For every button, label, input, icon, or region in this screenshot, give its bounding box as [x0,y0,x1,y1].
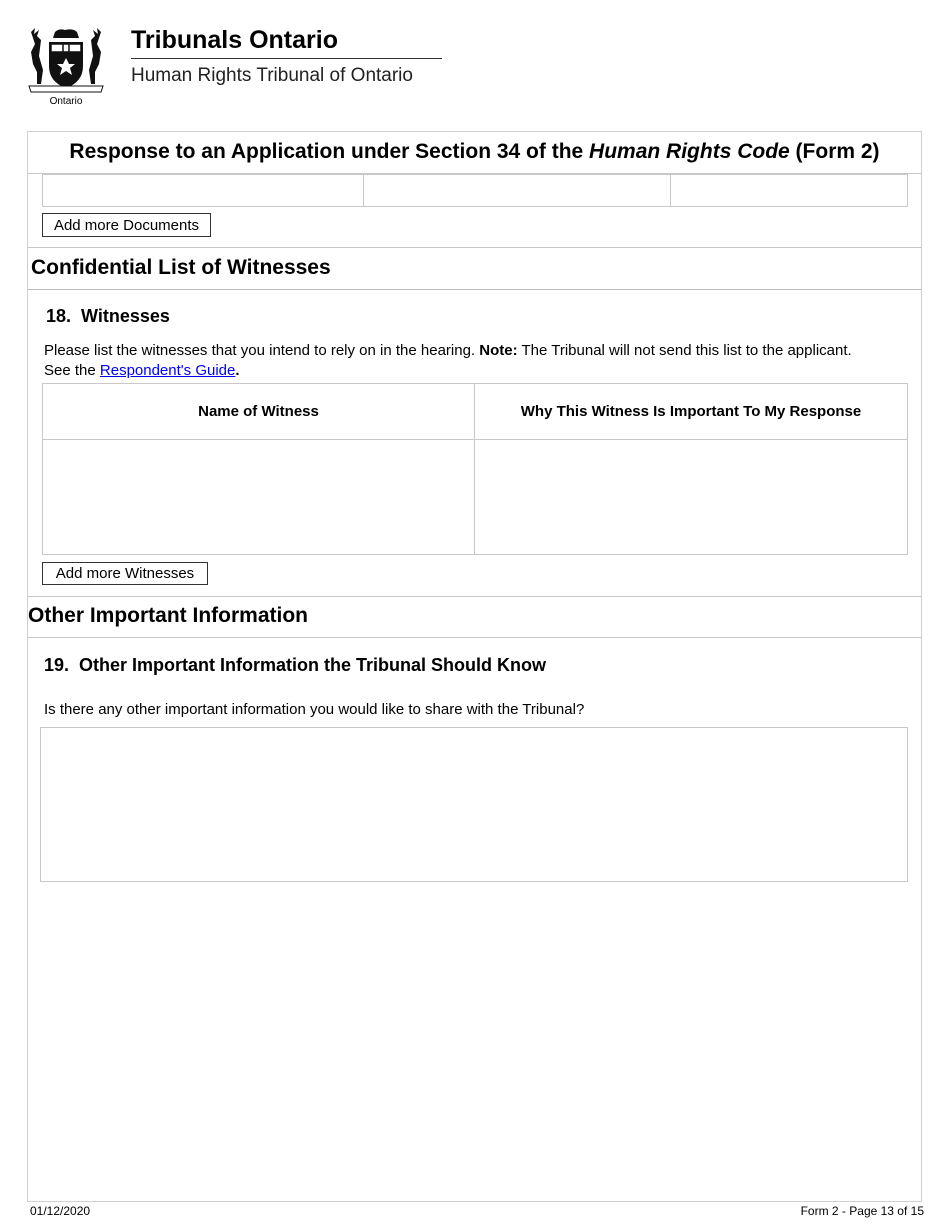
logo-caption: Ontario [49,96,83,107]
coat-of-arms-icon [25,26,107,96]
witnesses-instructions [44,341,914,381]
footer-page-number: Form 2 - Page 13 of 15 [800,1204,924,1218]
add-more-witnesses-button[interactable]: Add more Witnesses [42,562,208,585]
respondents-guide-link[interactable]: Respondent's Guide [99,362,236,379]
witness-importance-field[interactable] [474,439,908,555]
section-divider [28,596,921,597]
question-19-heading [44,655,546,676]
section-divider [28,637,921,638]
footer-date: 01/12/2020 [30,1204,91,1218]
witness-importance-header-label: Why This Witness Is Important To My Response [520,403,862,420]
witness-name-header [42,383,475,440]
question-title: Witnesses [81,306,170,326]
document-cell-1[interactable] [42,174,364,207]
instruction-text: Please list the witnesses that you intend to rely on in the hearing. [44,342,480,359]
question-number: 19. [44,655,70,675]
add-more-documents-button[interactable]: Add more Documents [42,213,211,237]
form-title-code: Human Rights Code [589,140,790,163]
witness-name-field[interactable] [42,439,475,555]
see-text: See the [44,362,100,379]
note-label: Note: [479,342,518,359]
note-text: The Tribunal will not send this list to the applicant. [517,342,852,359]
see-period: . [235,362,240,379]
question-number: 18. [46,306,72,326]
other-info-textarea[interactable] [40,727,908,882]
other-info-section-heading: Other Important Information [28,604,308,627]
question-18-heading [46,306,170,327]
other-info-prompt: Is there any other important information you would like to share with the Tribunal? [44,701,585,718]
section-divider [28,289,921,290]
document-cell-2[interactable] [363,174,671,207]
section-divider [28,247,921,248]
witness-name-header-label: Name of Witness [198,403,319,420]
question-title: Other Important Information the Tribunal Should Know [79,655,547,675]
witnesses-section-heading: Confidential List of Witnesses [31,256,331,279]
org-title: Tribunals Ontario [131,26,338,54]
header-divider [131,58,442,59]
form-title [28,131,921,173]
form-title-suffix: (Form 2) [789,140,880,163]
witness-importance-header [474,383,908,440]
form-title-prefix: Response to an Application under Section 34 of the [69,140,590,163]
document-cell-3[interactable] [670,174,908,207]
org-subtitle: Human Rights Tribunal of Ontario [131,65,413,86]
